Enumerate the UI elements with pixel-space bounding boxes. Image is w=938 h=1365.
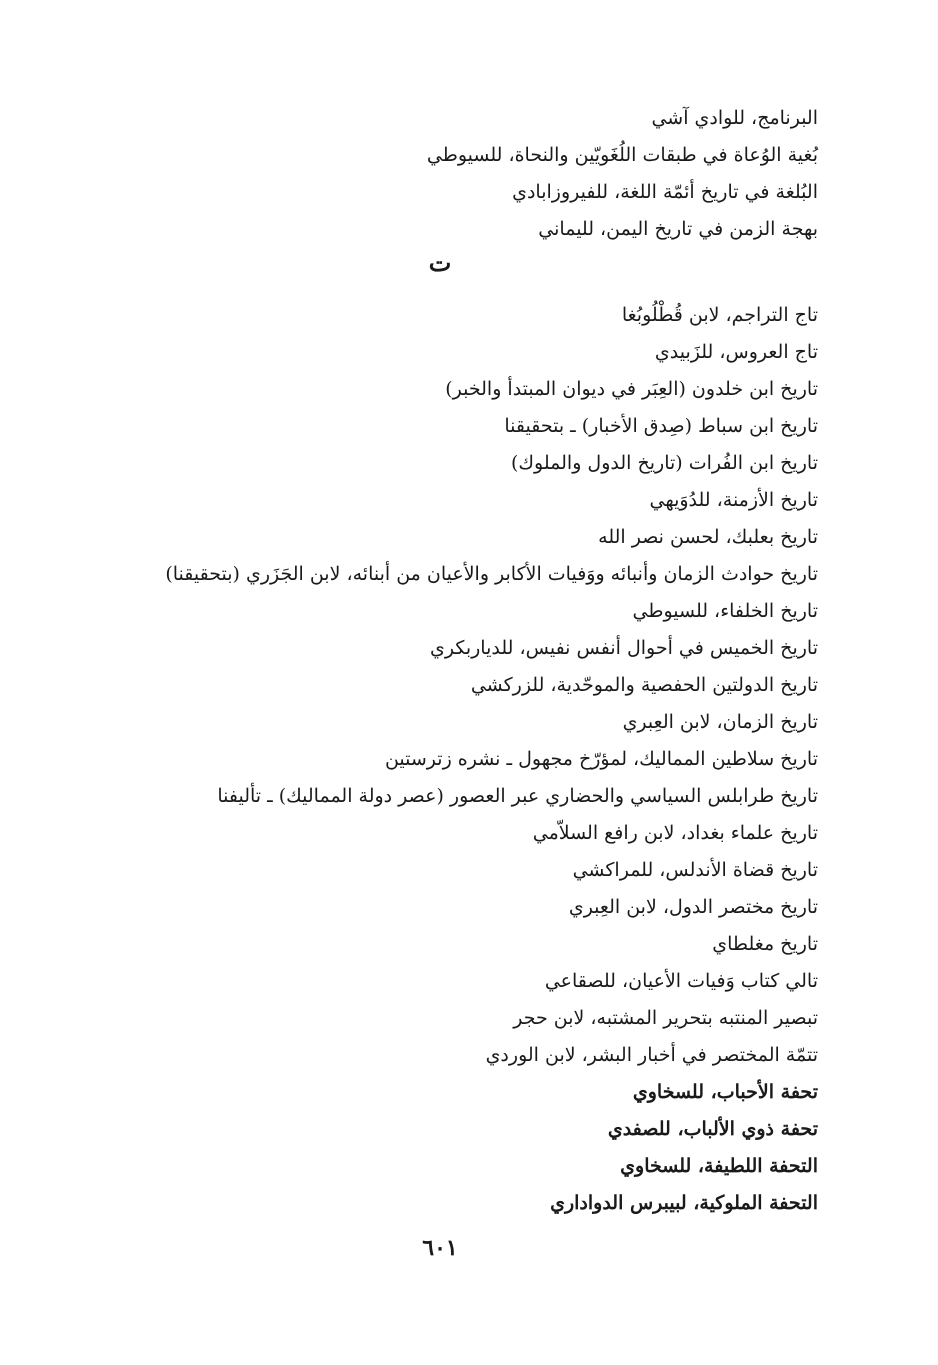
- bibliography-entry: تاريخ الزمان، لابن العِبري: [622, 711, 818, 733]
- bibliography-entry: تاج التراجم، لابن قُطْلُوبُغا: [621, 304, 818, 326]
- bibliography-entry: تاريخ حوادث الزمان وأنبائه ووَفيات الأكابر والأعيان من أبنائه، لابن الجَزَري (بتحقيقنا): [165, 563, 818, 585]
- bibliography-entry: تاريخ بعلبك، لحسن نصر الله: [598, 526, 818, 548]
- bibliography-entry: تاريخ ابن الفُرات (تاريخ الدول والملوك): [510, 452, 818, 474]
- bibliography-entry: تاريخ طرابلس السياسي والحضاري عبر العصور (عصر دولة المماليك) ـ تأليفنا: [217, 785, 818, 807]
- section-heading-letter: ت: [428, 248, 452, 277]
- bibliography-entry: تاريخ مختصر الدول، لابن العِبري: [568, 896, 818, 918]
- bibliography-entry: تاريخ علماء بغداد، لابن رافع السلاّمي: [532, 822, 818, 844]
- bibliography-entry: تتمّة المختصر في أخبار البشر، لابن الوردي: [485, 1044, 818, 1066]
- bibliography-entry: تبصير المنتبه بتحرير المشتبه، لابن حجر: [513, 1007, 818, 1029]
- bibliography-entry: تالي كتاب وَفيات الأعيان، للصقاعي: [544, 970, 818, 992]
- bibliography-entry: تاريخ ابن سباط (صِدق الأخبار) ـ بتحقيقنا: [504, 415, 818, 437]
- bibliography-entry: تحفة ذوي الألباب، للصفدي: [607, 1118, 818, 1140]
- bibliography-entry: بهجة الزمن في تاريخ اليمن، لليماني: [538, 218, 818, 240]
- bibliography-entry: التحفة الملوكية، لبيبرس الدواداري: [550, 1192, 818, 1214]
- bibliography-entry: تاريخ ابن خلدون (العِبَر في ديوان المبتدأ والخبر): [445, 378, 818, 400]
- bibliography-entry: تاريخ سلاطين المماليك، لمؤرّخ مجهول ـ نشره زترستين: [384, 748, 818, 770]
- bibliography-entry: تاريخ الدولتين الحفصية والموحّدية، للزركشي: [470, 674, 818, 696]
- bibliography-entry: بُغية الوُعاة في طبقات اللُغَويّين والنحاة، للسيوطي: [426, 144, 818, 166]
- bibliography-entry: تاريخ الخميس في أحوال أنفس نفيس، للدياربكري: [430, 637, 818, 659]
- bibliography-entry: التحفة اللطيفة، للسخاوي: [620, 1155, 818, 1177]
- bibliography-entry: البرنامج، للوادي آشي: [651, 107, 818, 129]
- bibliography-entry: تاريخ الأزمنة، للدُوَيهي: [649, 489, 818, 511]
- bibliography-entry: تحفة الأحباب، للسخاوي: [632, 1081, 818, 1103]
- bibliography-entry: تاريخ الخلفاء، للسيوطي: [632, 600, 818, 622]
- bibliography-list-t: [98, 297, 818, 1222]
- bibliography-entry: البُلغة في تاريخ أئمّة اللغة، للفيروزابادي: [512, 181, 818, 203]
- bibliography-entry: تاريخ قضاة الأندلس، للمراكشي: [572, 859, 818, 881]
- bibliography-entry: تاج العروس، للزَبيدي: [654, 341, 818, 363]
- bibliography-list-b: [98, 100, 818, 248]
- bibliography-entry: تاريخ مغلطاي: [712, 933, 818, 955]
- page-number: ٦٠١: [422, 1235, 458, 1261]
